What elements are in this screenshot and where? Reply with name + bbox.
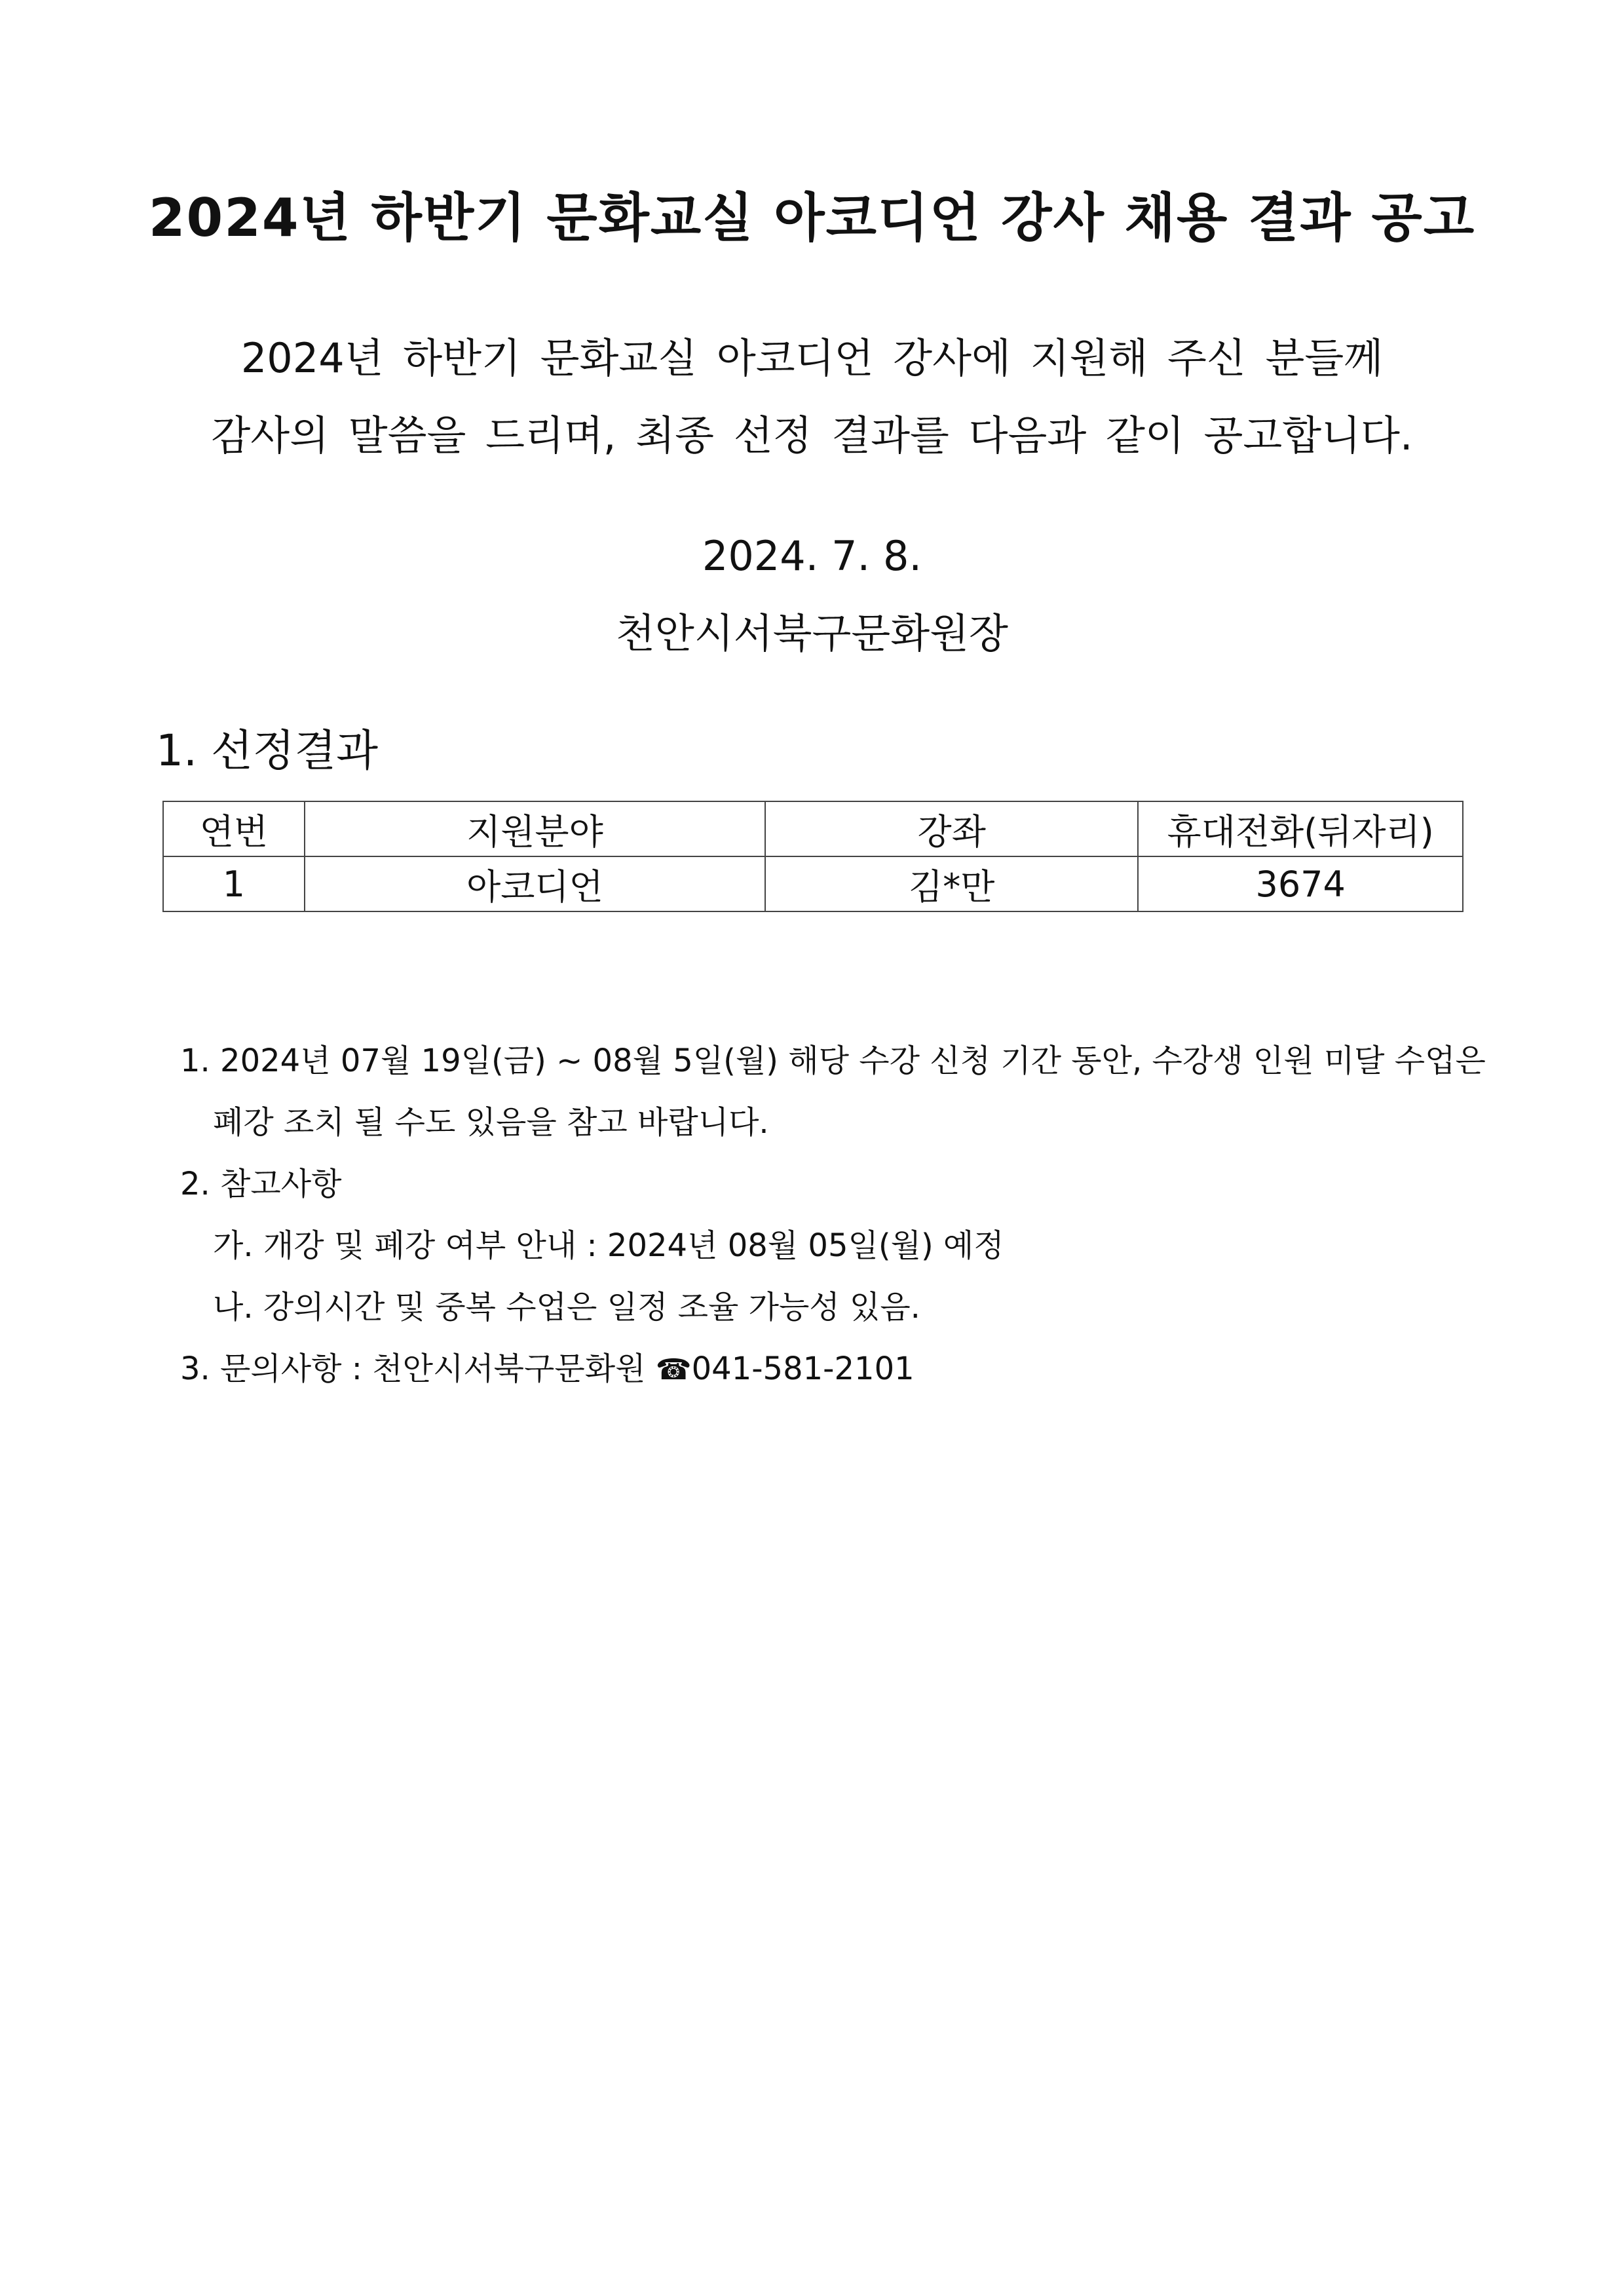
note-item-3-label: 3. 문의사항 : 천안시서북구문화원	[180, 1350, 656, 1387]
header-mobile-last-digits: 휴대전화(뒤자리)	[1138, 801, 1463, 856]
header-application-field: 지원분야	[305, 801, 765, 856]
header-course: 강좌	[765, 801, 1138, 856]
cell-application-field: 아코디언	[305, 856, 765, 911]
cell-mobile-last-digits: 3674	[1138, 856, 1463, 911]
issuer-name: 천안시서북구문화원장	[616, 609, 1008, 657]
note-item-1-line-1: 1. 2024년 07월 19일(금) ~ 08월 5일(월) 해당 수강 신청 기간 동안, 수강생 인원 미달 수업은	[180, 1043, 1486, 1079]
telephone-icon: ☎	[655, 1353, 692, 1387]
note-item-2-a: 가. 개강 및 폐강 여부 안내 : 2024년 08월 05일(월) 예정	[213, 1227, 1004, 1264]
intro-line-1: 2024년 하반기 문화교실 아코디언 강사에 지원해 주신 분들께	[240, 334, 1384, 382]
header-serial-number: 연번	[163, 801, 305, 856]
issue-date: 2024. 7. 8.	[702, 532, 922, 580]
section-heading-selection-results: 1. 선정결과	[156, 725, 378, 776]
notes-list	[180, 1030, 1490, 1401]
note-item-2: 2. 참고사항	[180, 1166, 342, 1202]
cell-course: 김*만	[765, 856, 1138, 911]
cell-serial-number: 1	[163, 856, 305, 911]
intro-line-2: 감사의 말씀을 드리며, 최종 선정 결과를 다음과 같이 공고합니다.	[211, 411, 1413, 459]
date-issuer-block	[0, 518, 1624, 672]
contact-phone-number: 041-581-2101	[691, 1350, 915, 1387]
intro-paragraph	[0, 320, 1624, 474]
document-title: 2024년 하반기 문화교실 아코디언 강사 채용 결과 공고	[148, 187, 1476, 248]
selection-results-table	[162, 801, 1463, 912]
table-row	[163, 856, 1463, 911]
table-header-row	[163, 801, 1463, 856]
note-item-1-line-2: 폐강 조치 될 수도 있음을 참고 바랍니다.	[213, 1104, 769, 1141]
note-item-2-b: 나. 강의시간 및 중복 수업은 일정 조율 가능성 있음.	[213, 1289, 920, 1326]
note-item-3	[180, 1338, 1490, 1401]
